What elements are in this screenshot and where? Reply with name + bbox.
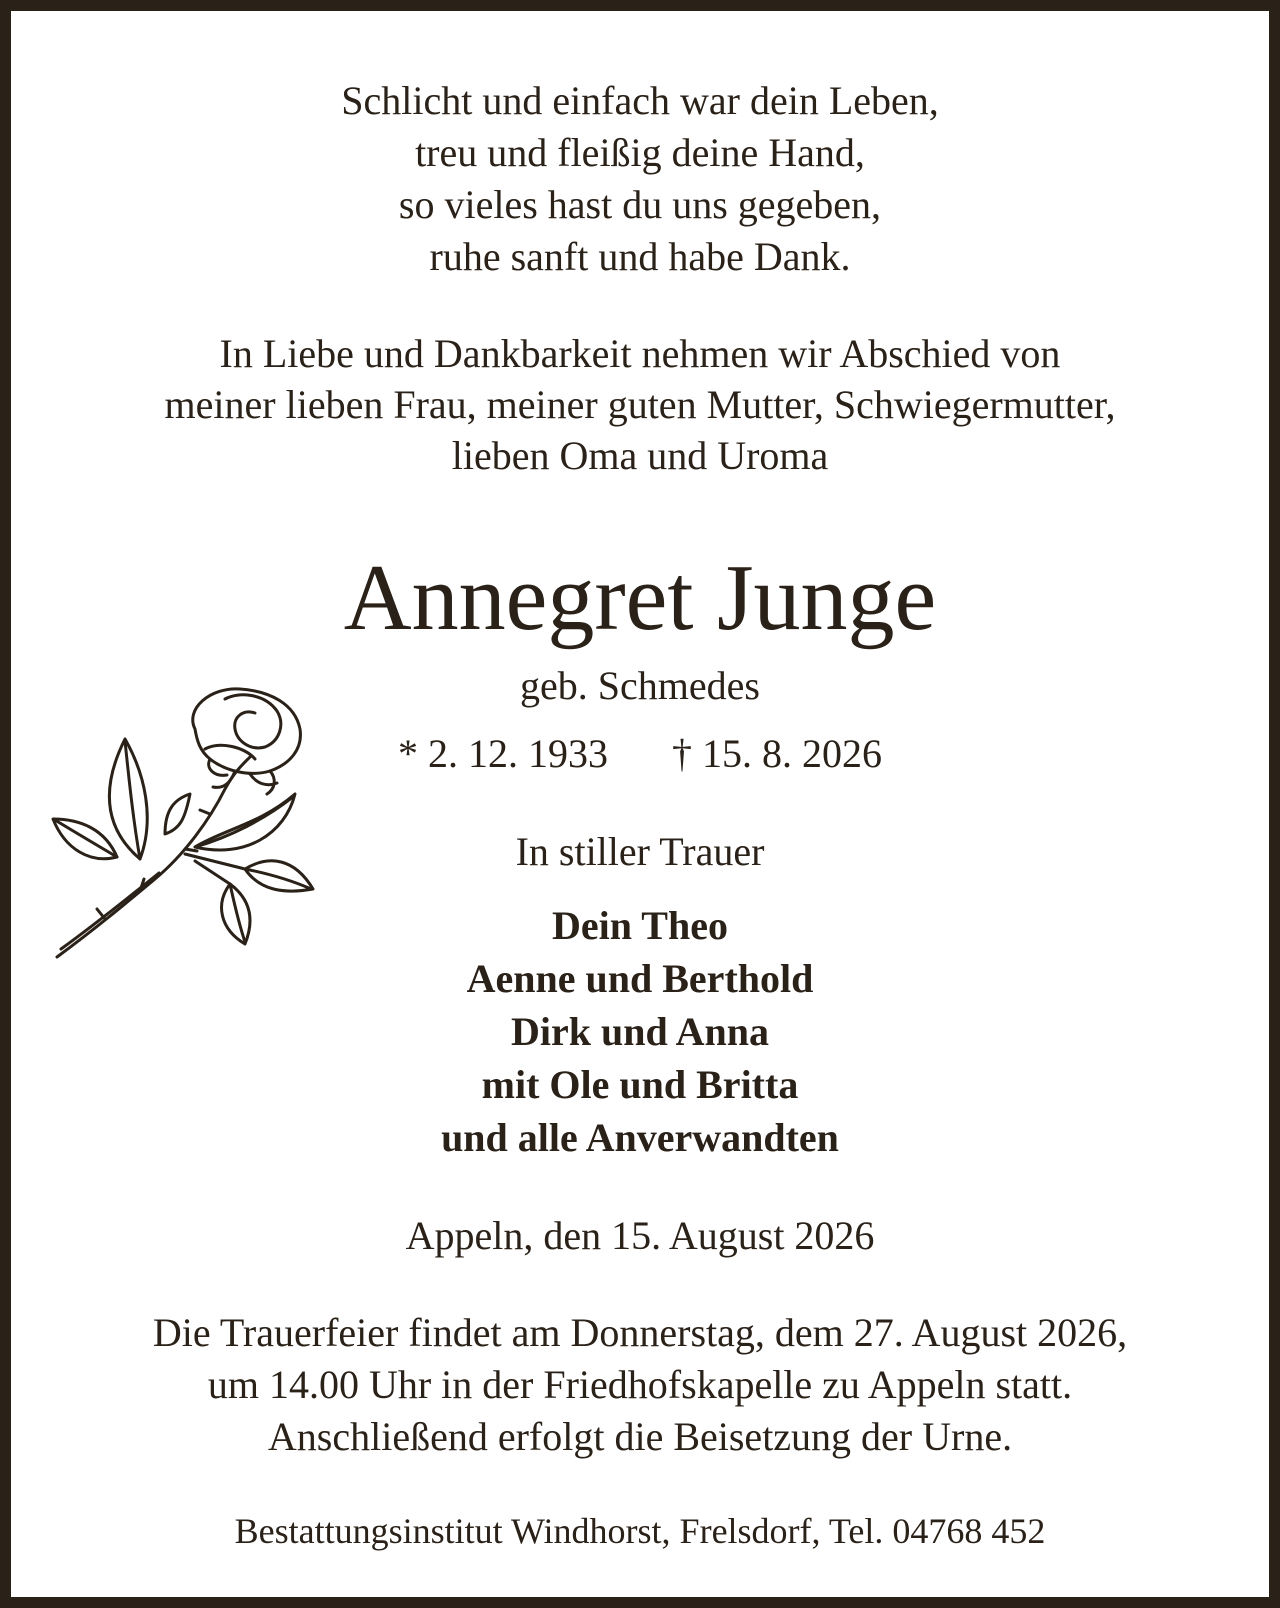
undertaker-contact: Bestattungsinstitut Windhorst, Frelsdorf, Tel. 04768 452 bbox=[234, 1511, 1046, 1551]
farewell-line: In Liebe und Dankbarkeit nehmen wir Abschied von bbox=[219, 331, 1061, 376]
ceremony-line: Die Trauerfeier findet am Donnerstag, dem 27. August 2026, bbox=[152, 1310, 1128, 1355]
mourner: Aenne und Berthold bbox=[466, 956, 814, 1001]
death-date: † 15. 8. 2026 bbox=[672, 731, 882, 776]
mourner: Dirk und Anna bbox=[511, 1009, 769, 1054]
ceremony-line: Anschließend erfolgt die Beisetzung der Urne. bbox=[267, 1414, 1013, 1459]
farewell-text bbox=[11, 328, 1269, 481]
rose-icon bbox=[45, 679, 325, 979]
maiden-name: geb. Schmedes bbox=[520, 663, 760, 708]
poem-line: ruhe sanft und habe Dank. bbox=[429, 234, 851, 279]
mourner: Dein Theo bbox=[552, 903, 728, 948]
ceremony-line: um 14.00 Uhr in der Friedhofskapelle zu Appeln statt. bbox=[207, 1362, 1073, 1407]
poem-line: so vieles hast du uns gegeben, bbox=[398, 182, 882, 227]
poem bbox=[11, 75, 1269, 283]
birth-date: * 2. 12. 1933 bbox=[398, 731, 608, 776]
mourner: mit Ole und Britta bbox=[481, 1062, 799, 1107]
farewell-line: meiner lieben Frau, meiner guten Mutter, Schwiegermutter, bbox=[164, 382, 1116, 427]
poem-line: Schlicht und einfach war dein Leben, bbox=[341, 78, 939, 123]
deceased-name: Annegret Junge bbox=[343, 546, 937, 650]
farewell-line: lieben Oma und Uroma bbox=[451, 433, 829, 478]
ceremony-info bbox=[11, 1307, 1269, 1463]
place-date: Appeln, den 15. August 2026 bbox=[405, 1213, 875, 1258]
mourning-intro: In stiller Trauer bbox=[515, 829, 765, 874]
mourner: und alle Anverwandten bbox=[441, 1115, 839, 1160]
poem-line: treu und fleißig deine Hand, bbox=[415, 130, 865, 175]
